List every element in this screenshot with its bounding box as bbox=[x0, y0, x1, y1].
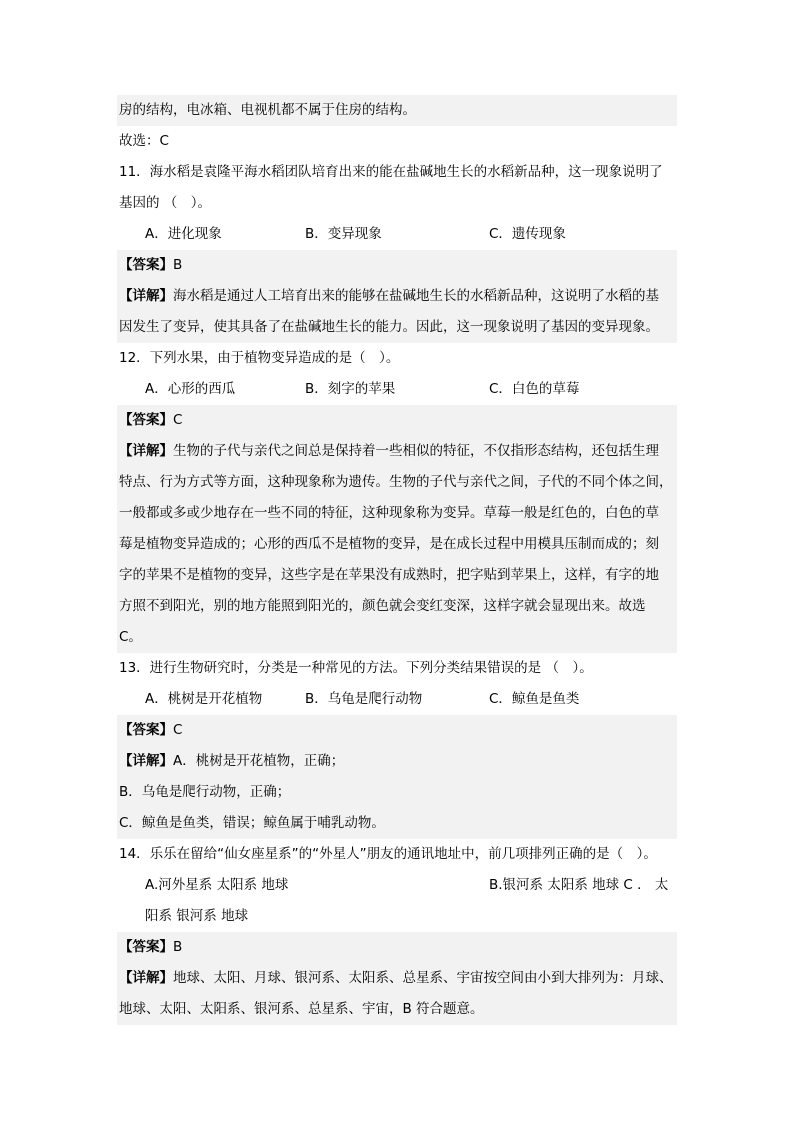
q14-answer-value: B bbox=[173, 939, 183, 955]
q13-stem: 13．进行生物研究时，分类是一种常见的方法。下列分类结果错误的是 （ ）。 bbox=[119, 660, 593, 676]
q13-detail-3: C．鲸鱼是鱼类，错误；鲸鱼属于哺乳动物。 bbox=[117, 808, 677, 839]
q14-detail-text-1: 地球、太阳、月球、银河系、太阳系、总星系、宇宙按空间由小到大排列为：月球、 bbox=[173, 970, 673, 986]
q12-option-b: B．刻字的苹果 bbox=[305, 381, 396, 397]
answer-tag: 【答案】 bbox=[119, 412, 173, 428]
q13-option-b: B．乌龟是爬行动物 bbox=[305, 691, 423, 707]
q11-option-c: C．遗传现象 bbox=[489, 226, 566, 242]
q13-option-c: C．鲸鱼是鱼类 bbox=[489, 691, 580, 707]
q12-stem: 12．下列水果，由于植物变异造成的是（ ）。 bbox=[119, 350, 400, 366]
q12-answer bbox=[117, 405, 677, 436]
q13-detail-1 bbox=[117, 746, 677, 777]
q12-detail-3: 一般都或多或少地存在一些不同的特征，这种现象称为变异。草莓一般是红色的，白色的草 bbox=[117, 498, 677, 529]
q14-answer bbox=[117, 932, 677, 963]
q11-answer bbox=[117, 250, 677, 281]
q13-options bbox=[117, 684, 677, 715]
q12-options bbox=[117, 374, 677, 405]
q13-detail-text-1: A．桃树是开花植物，正确； bbox=[173, 753, 345, 769]
answer-tag: 【答案】 bbox=[119, 939, 173, 955]
answer-tag: 【答案】 bbox=[119, 722, 173, 738]
q14-option-a: A.河外星系 太阳系 地球 bbox=[145, 877, 289, 893]
q11-option-b: B．变异现象 bbox=[305, 226, 382, 242]
q11-detail-1 bbox=[117, 281, 677, 312]
q11-answer-value: B bbox=[173, 257, 183, 273]
q12-detail-4: 莓是植物变异造成的；心形的西瓜不是植物的变异，是在成长过程中用模具压制而成的；刻 bbox=[117, 529, 677, 560]
q14-option-c-continued: 阳系 银河系 地球 bbox=[145, 908, 249, 924]
prev-explain-tail: 房的结构，电冰箱、电视机都不属于住房的结构。 bbox=[117, 95, 677, 126]
q14-detail-2: 地球、太阳、太阳系、银河系、总星系、宇宙，B 符合题意。 bbox=[117, 994, 677, 1025]
q13-option-a: A．桃树是开花植物 bbox=[145, 691, 263, 707]
q12-detail-7: C。 bbox=[117, 622, 677, 653]
q13-answer-value: C bbox=[173, 722, 183, 738]
q12-detail-1 bbox=[117, 436, 677, 467]
q14-option-bc: B.银河系 太阳系 地球 C ． 太 bbox=[489, 877, 669, 893]
prev-answer: 故选：C bbox=[119, 133, 169, 149]
detail-tag: 【详解】 bbox=[119, 443, 173, 459]
q13-detail-2: B．乌龟是爬行动物，正确； bbox=[117, 777, 677, 808]
detail-tag: 【详解】 bbox=[119, 753, 173, 769]
q11-stem-1: 11．海水稻是袁隆平海水稻团队培育出来的能在盐碱地生长的水稻新品种，这一现象说明了 bbox=[119, 164, 663, 180]
q12-option-a: A．心形的西瓜 bbox=[145, 381, 236, 397]
q11-options bbox=[117, 219, 677, 250]
q14-options bbox=[117, 870, 677, 901]
q14-detail-1 bbox=[117, 963, 677, 994]
q12-option-c: C．白色的草莓 bbox=[489, 381, 580, 397]
q12-detail-5: 字的苹果不是植物的变异，这些字是在苹果没有成熟时，把字贴到苹果上，这样，有字的地 bbox=[117, 560, 677, 591]
detail-tag: 【详解】 bbox=[119, 288, 173, 304]
q12-detail-6: 方照不到阳光，别的地方能照到阳光的，颜色就会变红变深，这样字就会显现出来。故选 bbox=[117, 591, 677, 622]
detail-tag: 【详解】 bbox=[119, 970, 173, 986]
q12-detail-2: 特点、行为方式等方面，这种现象称为遗传。生物的子代与亲代之间，子代的不同个体之间， bbox=[117, 467, 677, 498]
q11-stem-2: 基因的 （ ）。 bbox=[119, 195, 212, 211]
q11-detail-2: 因发生了变异，使其具备了在盐碱地生长的能力。因此，这一现象说明了基因的变异现象。 bbox=[117, 312, 677, 343]
answer-tag: 【答案】 bbox=[119, 257, 173, 273]
q11-detail-text-1: 海水稻是通过人工培育出来的能够在盐碱地生长的水稻新品种，这说明了水稻的基 bbox=[173, 288, 659, 304]
q12-answer-value: C bbox=[173, 412, 183, 428]
document-page bbox=[117, 95, 677, 1025]
q14-stem: 14．乐乐在留给“仙女座星系”的“外星人”朋友的通讯地址中，前几项排列正确的是（ ）。 bbox=[119, 846, 657, 862]
q11-option-a: A．进化现象 bbox=[145, 226, 222, 242]
q12-detail-text-1: 生物的子代与亲代之间总是保持着一些相似的特征，不仅指形态结构，还包括生理 bbox=[173, 443, 659, 459]
q13-answer bbox=[117, 715, 677, 746]
